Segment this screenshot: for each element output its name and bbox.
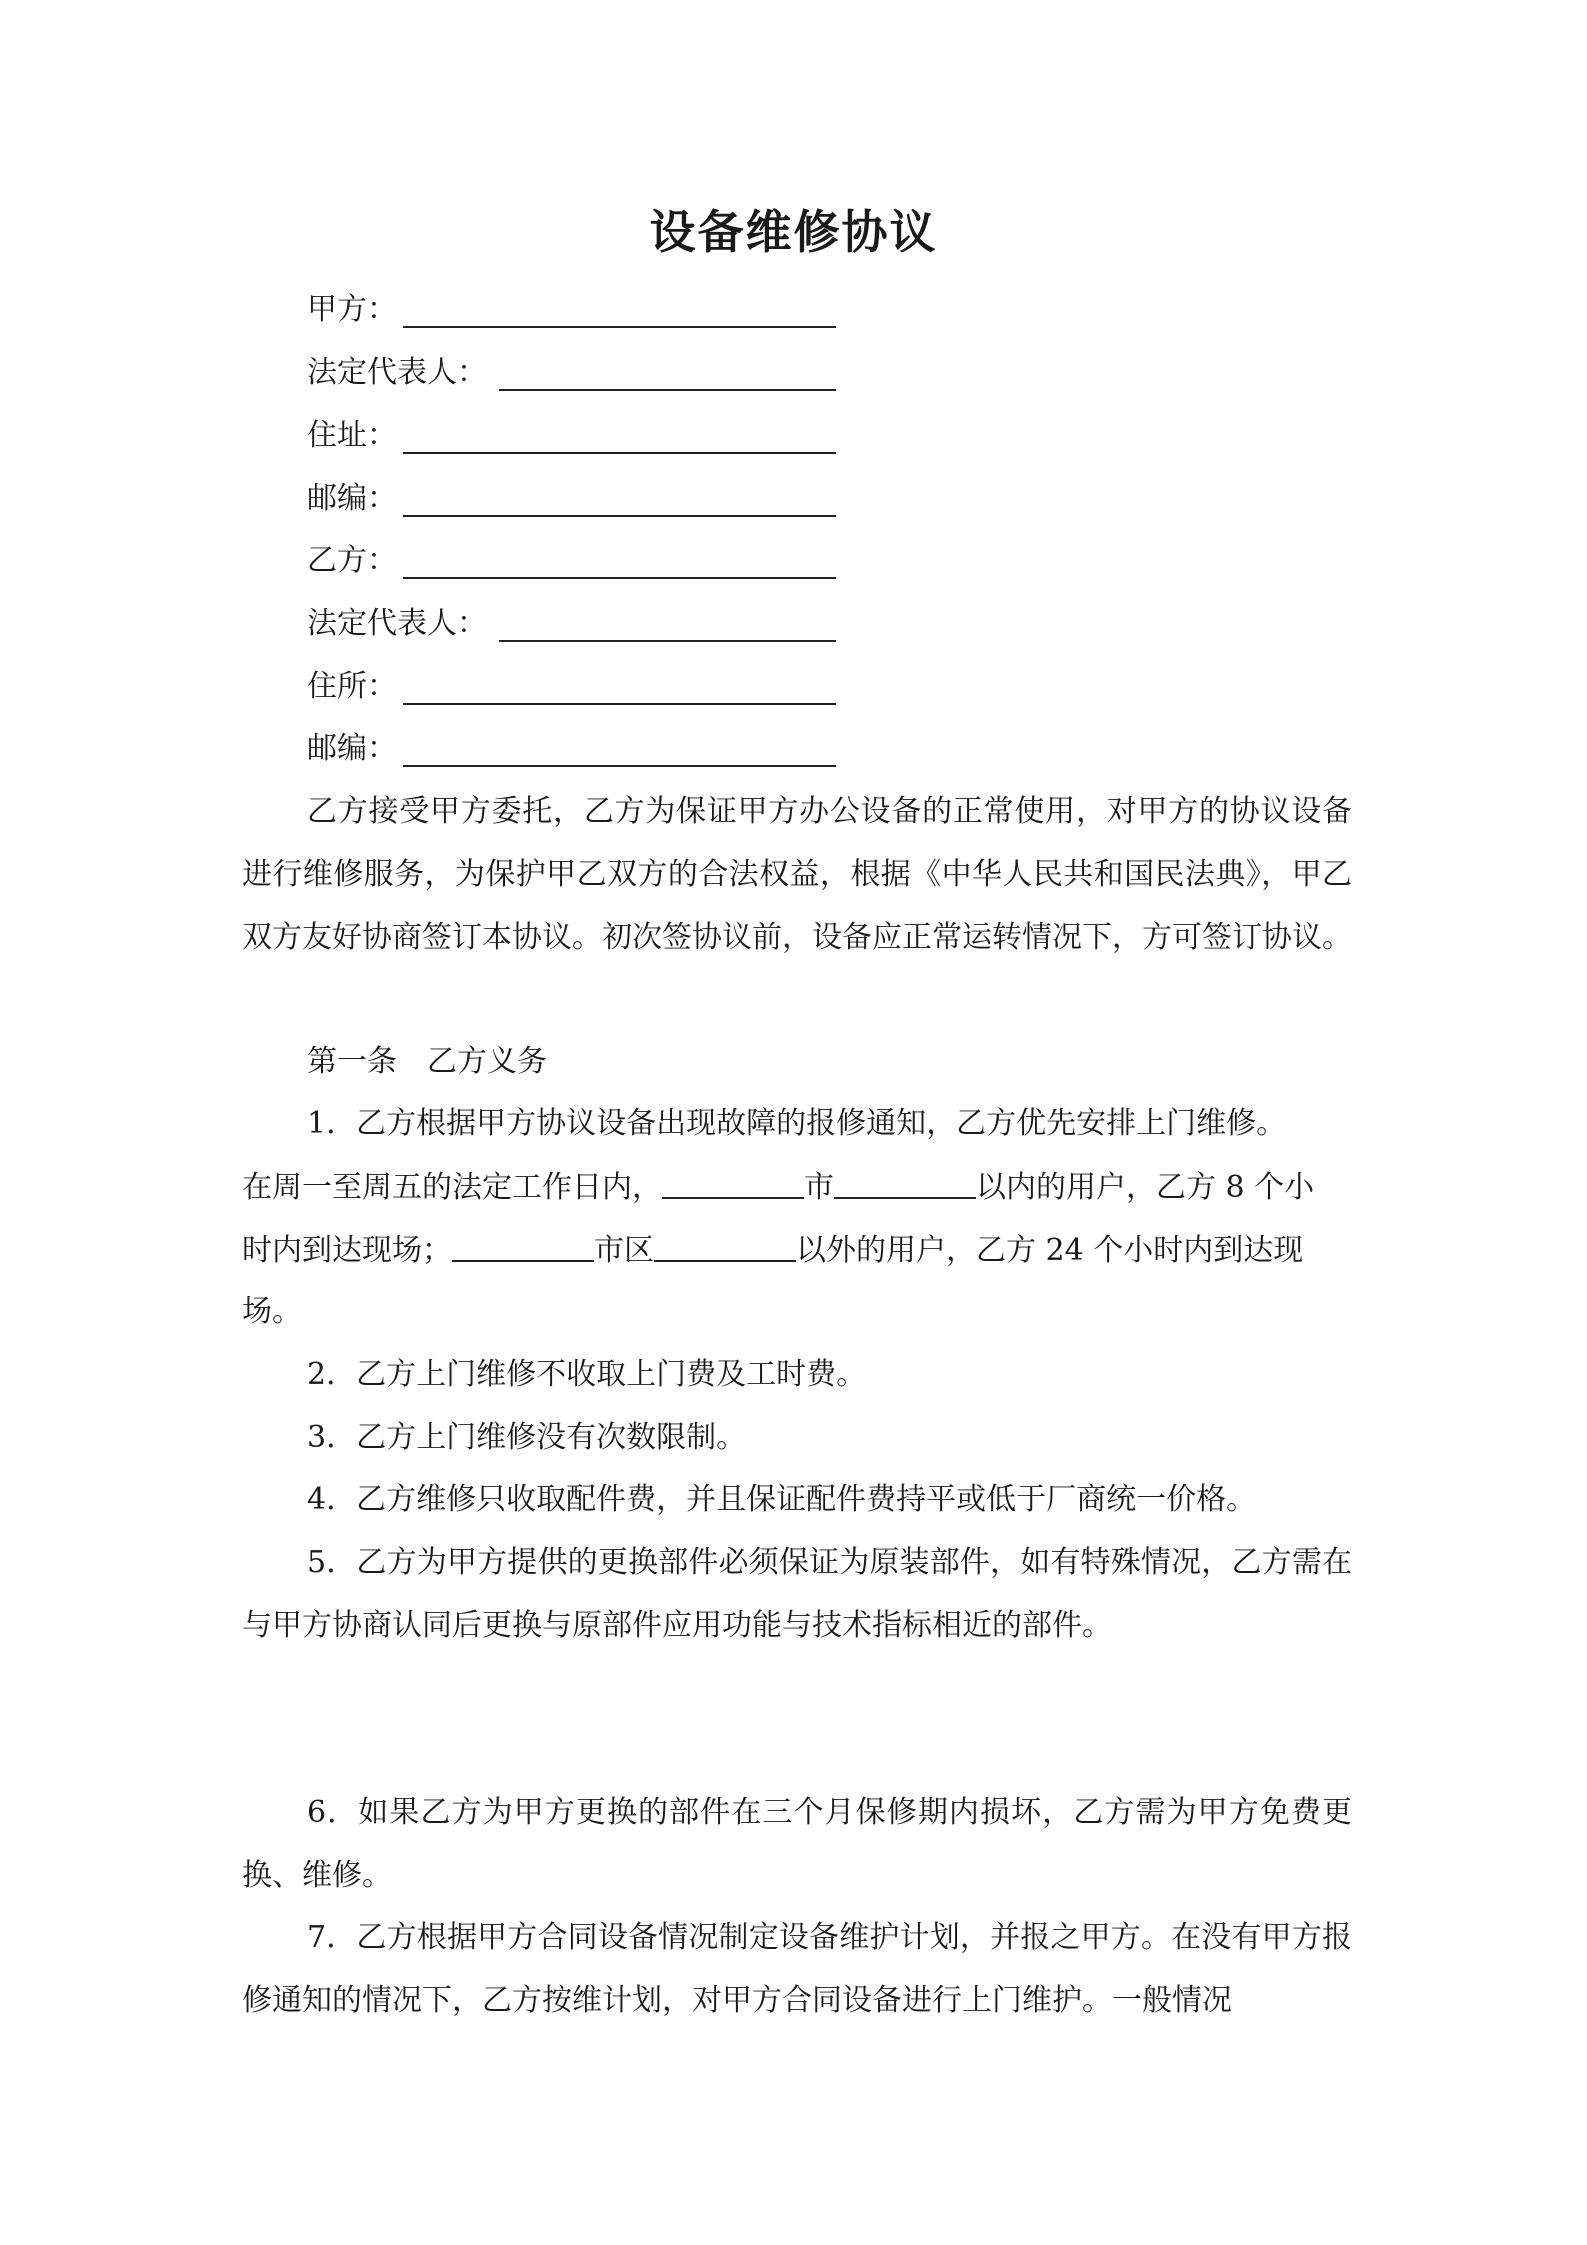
city-blank-3[interactable]: [452, 1230, 594, 1262]
party-b-rep-blank[interactable]: [499, 640, 836, 642]
party-b-field: [307, 541, 397, 581]
party-b-rep-label: 法定代表人：: [307, 606, 487, 641]
party-b-postcode-blank[interactable]: [403, 765, 836, 767]
party-b-label: 乙方：: [307, 543, 397, 578]
city-blank-4[interactable]: [654, 1230, 796, 1262]
clause-1-text-b: 市: [804, 1170, 834, 1205]
party-b-blank[interactable]: [403, 577, 836, 579]
party-a-address-label: 住址：: [307, 418, 397, 453]
article-1-heading: 第一条 乙方义务: [307, 1044, 547, 1079]
clause-7: 7．乙方根据甲方合同设备情况制定设备维护计划，并报之甲方。在没有甲方报修通知的情况下，乙方按维计划，对甲方合同设备进行上门维护。一般情况: [242, 1920, 1352, 2018]
clause-1-text-f: 以外的用户，乙方 24 个小时内到达现: [796, 1233, 1304, 1268]
city-blank-1[interactable]: [662, 1167, 804, 1199]
clause-1-text-e: 市区: [594, 1233, 654, 1268]
party-b-address-blank[interactable]: [403, 703, 836, 705]
clause-2: 2．乙方上门维修不收取上门费及工时费。: [307, 1357, 867, 1392]
party-a-rep-blank[interactable]: [499, 389, 836, 391]
party-a-address-field: [307, 416, 397, 456]
party-a-label: 甲方：: [307, 292, 397, 327]
clause-1-text-d: 时内到达现场；: [242, 1233, 452, 1268]
party-a-postcode-blank[interactable]: [403, 515, 836, 517]
clause-1-line-3: [242, 1230, 1303, 1271]
clause-1-line-1: 1．乙方根据甲方协议设备出现故障的报修通知，乙方优先安排上门维修。: [307, 1106, 1287, 1141]
party-a-rep-label: 法定代表人：: [307, 355, 487, 390]
party-a-postcode-label: 邮编：: [307, 481, 397, 516]
party-a-rep-field: [307, 353, 487, 393]
party-a-address-blank[interactable]: [403, 452, 836, 454]
clause-1-text-a: 在周一至周五的法定工作日内，: [242, 1170, 662, 1205]
document-title: 设备维修协议: [649, 205, 938, 259]
intro-paragraph: 乙方接受甲方委托，乙方为保证甲方办公设备的正常使用，对甲方的协议设备进行维修服务，为保护甲乙双方的合法权益，根据《中华人民共和国民法典》，甲乙双方友好协商签订本协议。初次签协议前，设备应正常运转情况下，方可签订协议。: [242, 794, 1352, 955]
clause-1-text-c: 以内的用户，乙方 8 个小: [976, 1170, 1315, 1205]
clause-1-line-2: [242, 1167, 1314, 1208]
clause-6: 6．如果乙方为甲方更换的部件在三个月保修期内损坏，乙方需为甲方免费更换、维修。: [242, 1795, 1352, 1893]
city-blank-2[interactable]: [834, 1167, 976, 1199]
party-b-address-field: [307, 667, 397, 707]
party-b-rep-field: [307, 604, 487, 644]
clause-3: 3．乙方上门维修没有次数限制。: [307, 1420, 747, 1455]
clause-5: 5．乙方为甲方提供的更换部件必须保证为原装部件，如有特殊情况，乙方需在与甲方协商认同后更换与原部件应用功能与技术指标相近的部件。: [242, 1545, 1352, 1643]
party-a-postcode-field: [307, 479, 397, 519]
clause-4: 4．乙方维修只收取配件费，并且保证配件费持平或低于厂商统一价格。: [307, 1482, 1257, 1517]
party-b-postcode-label: 邮编：: [307, 731, 397, 766]
party-b-address-label: 住所：: [307, 669, 397, 704]
party-a-field: [307, 290, 397, 330]
party-a-blank[interactable]: [403, 326, 836, 328]
clause-1-line-4: 场。: [242, 1294, 302, 1329]
party-b-postcode-field: [307, 729, 397, 769]
